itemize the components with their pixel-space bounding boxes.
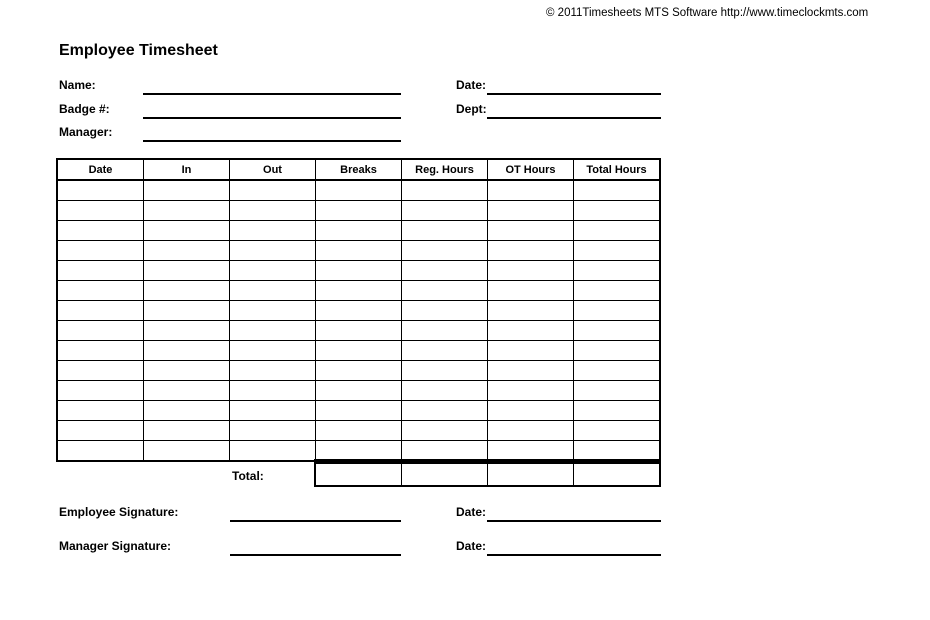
cell-reg-hours[interactable] bbox=[402, 361, 488, 381]
manager-signature-label: Manager Signature: bbox=[59, 539, 172, 553]
cell-reg-hours[interactable] bbox=[402, 180, 488, 201]
cell-in[interactable] bbox=[144, 301, 230, 321]
cell-out[interactable] bbox=[230, 241, 316, 261]
cell-out[interactable] bbox=[230, 381, 316, 401]
table-row bbox=[57, 180, 660, 201]
cell-date[interactable] bbox=[57, 341, 144, 361]
total-ot-hours-cell[interactable] bbox=[488, 462, 574, 487]
table-header-row bbox=[57, 159, 660, 180]
cell-in[interactable] bbox=[144, 441, 230, 462]
cell-ot-hours[interactable] bbox=[488, 301, 574, 321]
table-row bbox=[57, 421, 660, 441]
name-field[interactable] bbox=[143, 93, 401, 95]
cell-breaks[interactable] bbox=[316, 301, 402, 321]
col-breaks-header: Breaks bbox=[316, 159, 402, 180]
dept-field[interactable] bbox=[487, 117, 661, 119]
cell-ot-hours[interactable] bbox=[488, 281, 574, 301]
employee-signature-date-field[interactable] bbox=[487, 520, 661, 522]
cell-reg-hours[interactable] bbox=[402, 201, 488, 221]
cell-total-hours[interactable] bbox=[574, 281, 661, 301]
employee-signature-field[interactable] bbox=[230, 520, 401, 522]
cell-breaks[interactable] bbox=[316, 421, 402, 441]
cell-in[interactable] bbox=[144, 221, 230, 241]
page-title: Employee Timesheet bbox=[59, 42, 218, 59]
cell-reg-hours[interactable] bbox=[402, 321, 488, 341]
cell-total-hours[interactable] bbox=[574, 301, 661, 321]
cell-date[interactable] bbox=[57, 261, 144, 281]
cell-breaks[interactable] bbox=[316, 321, 402, 341]
total-reg-hours-cell[interactable] bbox=[402, 462, 488, 487]
total-breaks-cell[interactable] bbox=[315, 462, 402, 487]
employee-signature-date-label: Date: bbox=[456, 505, 487, 519]
cell-out[interactable] bbox=[230, 321, 316, 341]
col-reg-hours-header: Reg. Hours bbox=[402, 159, 488, 180]
col-ot-hours-header: OT Hours bbox=[488, 159, 574, 180]
cell-breaks[interactable] bbox=[316, 241, 402, 261]
date-label: Date: bbox=[456, 78, 487, 92]
cell-breaks[interactable] bbox=[316, 401, 402, 421]
cell-ot-hours[interactable] bbox=[488, 401, 574, 421]
table-row bbox=[57, 221, 660, 241]
cell-ot-hours[interactable] bbox=[488, 441, 574, 462]
manager-field[interactable] bbox=[143, 140, 401, 142]
cell-total-hours[interactable] bbox=[574, 241, 661, 261]
cell-reg-hours[interactable] bbox=[402, 441, 488, 462]
cell-reg-hours[interactable] bbox=[402, 381, 488, 401]
cell-total-hours[interactable] bbox=[574, 221, 661, 241]
cell-date[interactable] bbox=[57, 361, 144, 381]
cell-total-hours[interactable] bbox=[574, 321, 661, 341]
cell-total-hours[interactable] bbox=[574, 441, 661, 462]
total-hours-cell[interactable] bbox=[574, 462, 661, 487]
totals-row bbox=[315, 462, 660, 487]
cell-out[interactable] bbox=[230, 361, 316, 381]
cell-breaks[interactable] bbox=[316, 281, 402, 301]
table-row bbox=[57, 201, 660, 221]
cell-date[interactable] bbox=[57, 401, 144, 421]
cell-ot-hours[interactable] bbox=[488, 180, 574, 201]
cell-breaks[interactable] bbox=[316, 261, 402, 281]
manager-signature-date-field[interactable] bbox=[487, 554, 661, 556]
cell-breaks[interactable] bbox=[316, 180, 402, 201]
cell-in[interactable] bbox=[144, 180, 230, 201]
manager-signature-field[interactable] bbox=[230, 554, 401, 556]
cell-date[interactable] bbox=[57, 221, 144, 241]
table-row bbox=[57, 361, 660, 381]
cell-out[interactable] bbox=[230, 301, 316, 321]
cell-ot-hours[interactable] bbox=[488, 361, 574, 381]
cell-in[interactable] bbox=[144, 381, 230, 401]
cell-date[interactable] bbox=[57, 201, 144, 221]
cell-total-hours[interactable] bbox=[574, 421, 661, 441]
table-row bbox=[57, 441, 660, 462]
col-out-header: Out bbox=[230, 159, 316, 180]
cell-in[interactable] bbox=[144, 281, 230, 301]
totals-table bbox=[314, 459, 661, 487]
cell-out[interactable] bbox=[230, 281, 316, 301]
cell-out[interactable] bbox=[230, 401, 316, 421]
cell-total-hours[interactable] bbox=[574, 201, 661, 221]
cell-date[interactable] bbox=[57, 381, 144, 401]
cell-total-hours[interactable] bbox=[574, 341, 661, 361]
cell-total-hours[interactable] bbox=[574, 361, 661, 381]
table-row bbox=[57, 281, 660, 301]
cell-date[interactable] bbox=[57, 241, 144, 261]
manager-label: Manager: bbox=[59, 125, 113, 139]
employee-signature-label: Employee Signature: bbox=[59, 505, 179, 519]
date-field[interactable] bbox=[487, 93, 661, 95]
table-row bbox=[57, 381, 660, 401]
cell-out[interactable] bbox=[230, 441, 316, 462]
cell-total-hours[interactable] bbox=[574, 261, 661, 281]
cell-ot-hours[interactable] bbox=[488, 381, 574, 401]
cell-in[interactable] bbox=[144, 241, 230, 261]
cell-out[interactable] bbox=[230, 261, 316, 281]
cell-reg-hours[interactable] bbox=[402, 221, 488, 241]
cell-in[interactable] bbox=[144, 201, 230, 221]
cell-out[interactable] bbox=[230, 341, 316, 361]
cell-in[interactable] bbox=[144, 421, 230, 441]
total-label: Total: bbox=[232, 469, 264, 483]
cell-in[interactable] bbox=[144, 341, 230, 361]
cell-ot-hours[interactable] bbox=[488, 201, 574, 221]
cell-ot-hours[interactable] bbox=[488, 421, 574, 441]
cell-breaks[interactable] bbox=[316, 341, 402, 361]
timesheet-table bbox=[56, 158, 661, 462]
cell-breaks[interactable] bbox=[316, 361, 402, 381]
table-row bbox=[57, 241, 660, 261]
copyright-text: © 2011Timesheets MTS Software http://www.timeclockmts.com bbox=[546, 7, 869, 19]
table-row bbox=[57, 301, 660, 321]
cell-reg-hours[interactable] bbox=[402, 421, 488, 441]
badge-label: Badge #: bbox=[59, 102, 110, 116]
table-row bbox=[57, 341, 660, 361]
cell-out[interactable] bbox=[230, 421, 316, 441]
cell-reg-hours[interactable] bbox=[402, 301, 488, 321]
cell-total-hours[interactable] bbox=[574, 401, 661, 421]
cell-out[interactable] bbox=[230, 180, 316, 201]
name-label: Name: bbox=[59, 78, 96, 92]
cell-date[interactable] bbox=[57, 321, 144, 341]
col-total-hours-header: Total Hours bbox=[574, 159, 661, 180]
table-row bbox=[57, 261, 660, 281]
cell-ot-hours[interactable] bbox=[488, 261, 574, 281]
cell-ot-hours[interactable] bbox=[488, 241, 574, 261]
cell-date[interactable] bbox=[57, 441, 144, 462]
cell-breaks[interactable] bbox=[316, 221, 402, 241]
cell-total-hours[interactable] bbox=[574, 180, 661, 201]
manager-signature-date-label: Date: bbox=[456, 539, 487, 553]
cell-in[interactable] bbox=[144, 261, 230, 281]
cell-ot-hours[interactable] bbox=[488, 221, 574, 241]
table-row bbox=[57, 321, 660, 341]
timesheet-body bbox=[57, 180, 660, 461]
cell-in[interactable] bbox=[144, 321, 230, 341]
cell-date[interactable] bbox=[57, 180, 144, 201]
cell-breaks[interactable] bbox=[316, 381, 402, 401]
cell-date[interactable] bbox=[57, 301, 144, 321]
col-in-header: In bbox=[144, 159, 230, 180]
cell-ot-hours[interactable] bbox=[488, 341, 574, 361]
cell-breaks[interactable] bbox=[316, 441, 402, 462]
table-row bbox=[57, 401, 660, 421]
cell-reg-hours[interactable] bbox=[402, 261, 488, 281]
cell-out[interactable] bbox=[230, 201, 316, 221]
cell-ot-hours[interactable] bbox=[488, 321, 574, 341]
dept-label: Dept: bbox=[456, 102, 487, 116]
cell-breaks[interactable] bbox=[316, 201, 402, 221]
cell-reg-hours[interactable] bbox=[402, 281, 488, 301]
cell-in[interactable] bbox=[144, 361, 230, 381]
cell-date[interactable] bbox=[57, 281, 144, 301]
cell-in[interactable] bbox=[144, 401, 230, 421]
cell-reg-hours[interactable] bbox=[402, 341, 488, 361]
cell-reg-hours[interactable] bbox=[402, 401, 488, 421]
cell-total-hours[interactable] bbox=[574, 381, 661, 401]
cell-date[interactable] bbox=[57, 421, 144, 441]
cell-out[interactable] bbox=[230, 221, 316, 241]
badge-field[interactable] bbox=[143, 117, 401, 119]
col-date-header: Date bbox=[57, 159, 144, 180]
cell-reg-hours[interactable] bbox=[402, 241, 488, 261]
